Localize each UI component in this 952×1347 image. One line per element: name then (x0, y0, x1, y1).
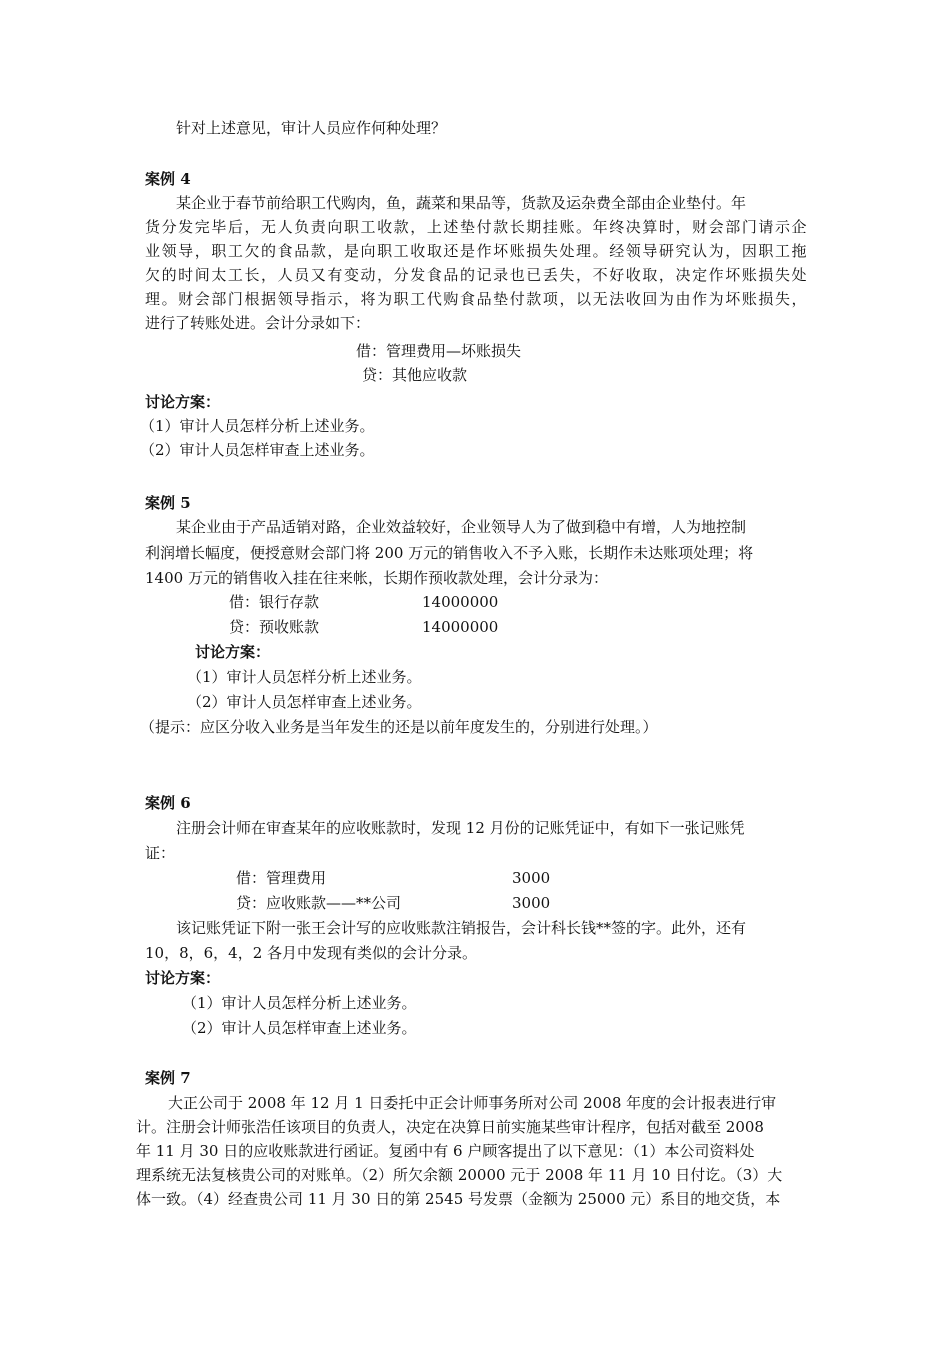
case6-debit-label: 借：管理费用 (236, 869, 327, 887)
case5-para-line: 利润增长幅度，便授意财会部门将 200 万元的销售收入不予入账，长期作未达账项处理；将 (145, 544, 754, 562)
case4-discussion-title: 讨论方案： (145, 393, 221, 411)
case4-entry-debit: 借：管理费用—坏账损失 (356, 342, 522, 360)
case6-question-1: （1）审计人员怎样分析上述业务。 (182, 994, 417, 1012)
case6-para2-line: 10，8，6，4，2 各月中发现有类似的会计分录。 (145, 944, 478, 962)
case5-discussion-title: 讨论方案： (195, 643, 271, 661)
case4-para-line: 某企业于春节前给职工代购肉，鱼，蔬菜和果品等，货款及运杂费全部由企业垫付。年 (176, 194, 747, 212)
case4-para-line: 理 。 财 会 部 门 根 据 领 导 指 示 ， 将 为 职 工 代 购 食 品 垫 付 款 项 ， 以 无 法 收 回 为 由 作 为 坏 账 损 失 ， (145, 290, 807, 308)
case7-para-line: 年 11 月 30 日的应收账款进行函证。复函中有 6 户顾客提出了以下意见：（1）本公司资料处 (136, 1142, 755, 1160)
case5-hint: （提示：应区分收入业务是当年发生的还是以前年度发生的，分别进行处理。） (140, 718, 658, 736)
case6-question-2: （2）审计人员怎样审查上述业务。 (182, 1019, 417, 1037)
case6-title: 案例 6 (145, 794, 191, 812)
case4-question-1: （1）审计人员怎样分析上述业务。 (140, 417, 375, 435)
case6-credit-amount: 3000 (512, 894, 551, 912)
case5-title: 案例 5 (145, 494, 191, 512)
case4-title: 案例 4 (145, 170, 191, 188)
case5-credit-label: 贷：预收账款 (229, 618, 320, 636)
case5-para-line: 某企业由于产品适销对路，企业效益较好，企业领导人为了做到稳中有增，人为地控制 (176, 518, 747, 536)
case5-debit-label: 借：银行存款 (229, 593, 320, 611)
case4-para-line: 业 领 导 ， 职 工 欠 的 食 品 款 ， 是 向 职 工 收 取 还 是 作 坏 账 损 失 处 理 。 经 领 导 研 究 认 为 ， 因 职 工 拖 (145, 242, 807, 260)
case4-para-line: 货 分 发 完 毕 后 ， 无 人 负 责 向 职 工 收 款 ， 上 述 垫 付 款 长 期 挂 账 。 年 终 决 算 时 ， 财 会 部 门 请 示 企 (145, 218, 807, 236)
case5-question-2: （2）审计人员怎样审查上述业务。 (187, 693, 422, 711)
case5-para-line: 1400 万元的销售收入挂在往来帐，长期作预收款处理，会计分录为： (145, 569, 608, 587)
intro-question: 针对上述意见，审计人员应作何种处理？ (176, 119, 447, 137)
case6-para2-line: 该记账凭证下附一张王会计写的应收账款注销报告，会计科长钱**签的字。此外，还有 (176, 919, 747, 937)
case7-para-line: 体一致。（4）经查贵公司 11 月 30 日的第 2545 号发票（金额为 25000 元）系目的地交货，本 (136, 1190, 781, 1208)
case4-para-line: 欠 的 时 间 太 工 长 ， 人 员 又 有 变 动 ， 分 发 食 品 的 记 录 也 已 丢 失 ， 不 好 收 取 ， 决 定 作 坏 账 损 失 处 (145, 266, 807, 284)
case6-para-line: 注册会计师在审查某年的应收账款时，发现 12 月份的记账凭证中，有如下一张记账凭 (176, 819, 745, 837)
case7-para-line: 理系统无法复核贵公司的对账单。（2）所欠余额 20000 元于 2008 年 11 月 10 日付讫。（3）大 (136, 1166, 783, 1184)
case6-para-line: 证： (145, 844, 176, 862)
case6-discussion-title: 讨论方案： (145, 969, 221, 987)
case4-entry-credit: 贷：其他应收款 (362, 366, 468, 384)
case7-para-line: 计。注册会计师张浩任该项目的负责人，决定在决算日前实施某些审计程序，包括对截至 2008 (136, 1118, 764, 1136)
case5-debit-amount: 14000000 (422, 593, 499, 611)
case6-debit-amount: 3000 (512, 869, 551, 887)
case4-question-2: （2）审计人员怎样审查上述业务。 (140, 441, 375, 459)
case6-credit-label: 贷：应收账款——**公司 (236, 894, 402, 912)
case7-para-line: 大正公司于 2008 年 12 月 1 日委托中正会计师事务所对公司 2008 年度的会计报表进行审 (168, 1094, 777, 1112)
case5-credit-amount: 14000000 (422, 618, 499, 636)
case5-question-1: （1）审计人员怎样分析上述业务。 (187, 668, 422, 686)
case4-para-line: 进行了转账处进。会计分录如下： (145, 314, 371, 332)
case7-title: 案例 7 (145, 1069, 191, 1087)
